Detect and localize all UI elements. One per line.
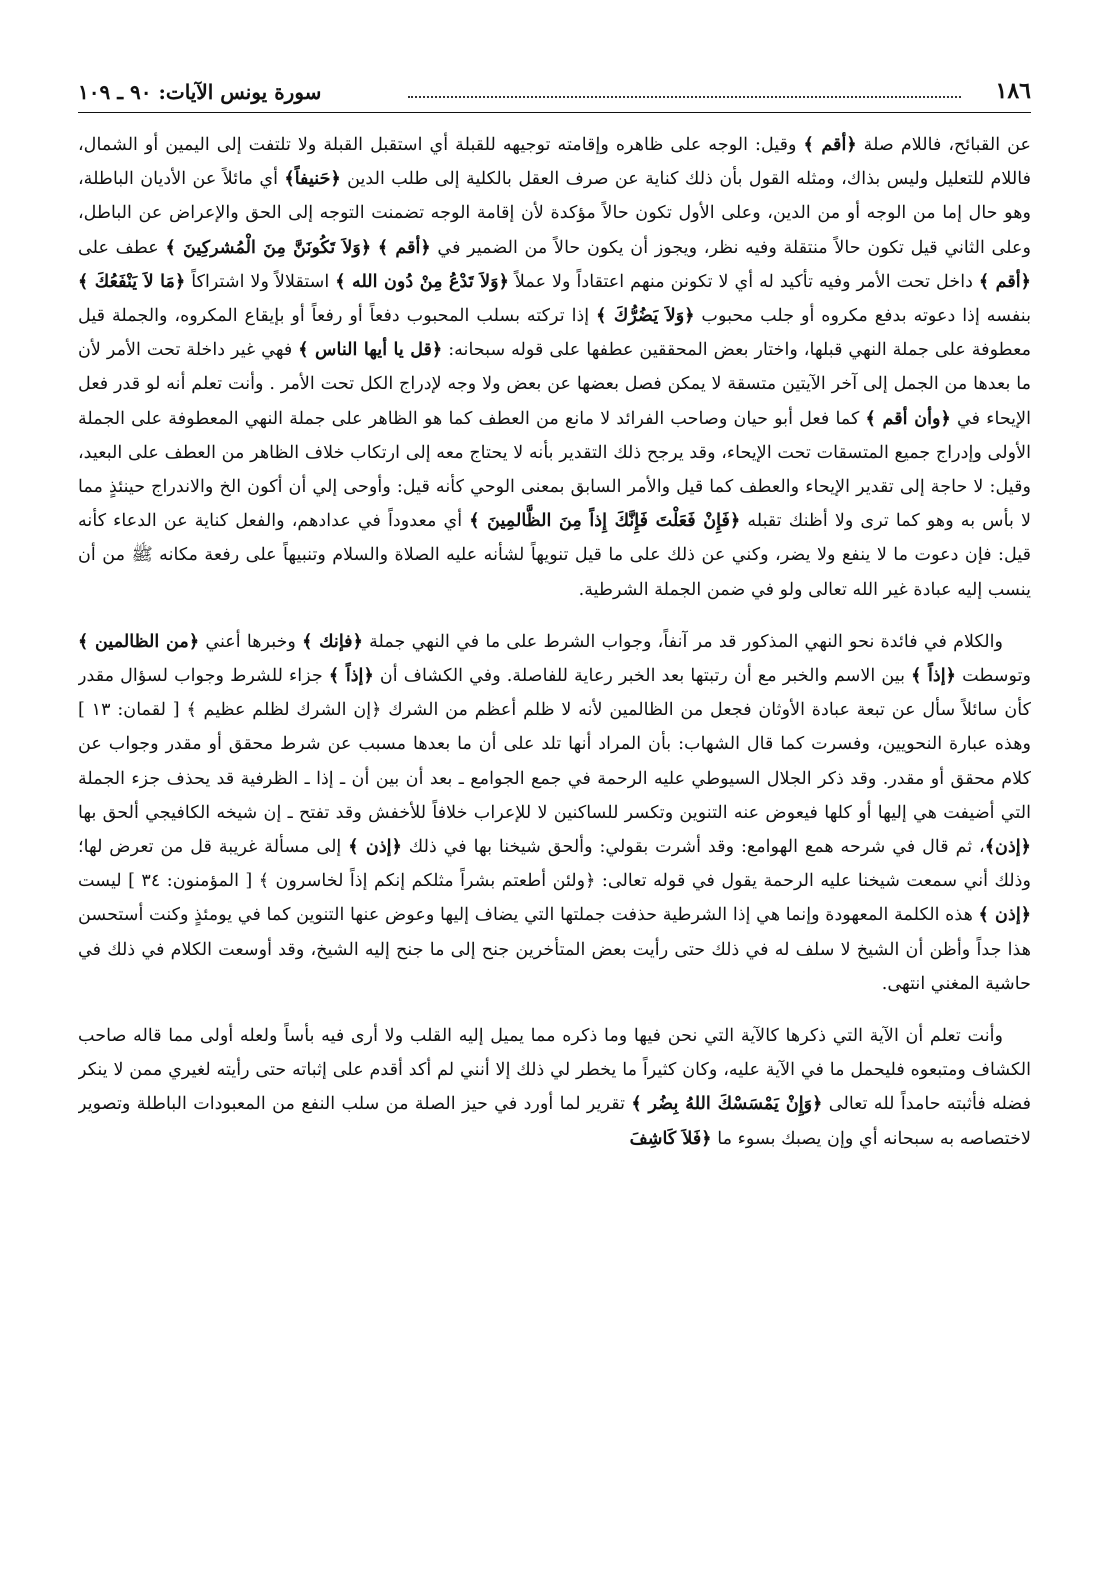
paragraph-text: [ المؤمنون: ٣٤ ] ليست <box>78 871 259 892</box>
quran-quote: ﴿حَنيفاً﴾ <box>284 168 341 190</box>
quran-quote: ﴿وأن أقم ﴾ <box>865 407 951 429</box>
paragraph-text: هذه الكلمة المعهودة وإنما هي إذا الشرطية حذفت جملتها التي يضاف إليها وعوض عنها التنوين كما في يومئذٍ وكنت أستحسن هذا جداً وأظن أن الشيخ لا سلف له في ذلك حتى رأيت بعض المتأخرين جنح إلى ما جنح إليه الشيخ، وقد أوسعت الكلام في ذلك في حاشية المغني انتهى. <box>78 905 1031 994</box>
paragraph-text: [ لقمان: ١٣ ] وهذه عبارة النحويين، وفسرت كما قال الشهاب: بأن المراد أنها تلد على أن ما بعدها مسبب عن شرط محقق أو مقدر وجواب عن كلام محقق أو مقدر. وقد ذكر الجلال السيوطي عليه الرحمة في جمع الجوامع ـ بعد أن بين أن ـ إذا ـ الظرفية قد يحذف جزء الجملة التي أضيفت هي إليها أو كلها فيعوض عنه التنوين وتكسر للساكنين لا للإعراب خلافاً للأخفش وقد تفتح ـ إن شيخه الكافيجي ألحق بها <box>78 700 1031 823</box>
paragraph-text: وتوسطت <box>955 666 1031 687</box>
running-title: سورة يونس الآيات: ٩٠ ـ ١٠٩ <box>78 80 322 104</box>
paragraph-text: جزاء للشرط وجواب لسؤال مقدر كأن سائلاً سأل عن تبعة عبادة الأوثان فجعل من الظالمين لأنه لا ظلم أعظم من الشرك <box>78 666 1031 721</box>
paragraph-text: داخل تحت الأمر وفيه تأكيد له أي لا تكونن منهم اعتقاداً ولا عملاً <box>508 271 979 292</box>
quran-quote: ﴿إذاً ﴾ <box>328 665 374 687</box>
quran-quote: ﴿إذاً ﴾ <box>911 665 956 687</box>
paragraph-text: أي معدوداً في عدادهم، والفعل كناية عن الدعاء كأنه قيل: فإن دعوت ما لا ينفع ولا يضر، وكني عن ذلك على ما قيل تنويهاً لشأنه عليه الصلاة والسلام وتنبيهاً على رفعة مكانه ﷺ من أن ينسب إليه عبادة غير الله تعالى ولو في ضمن الجملة الشرطية. <box>78 511 1031 600</box>
quran-quote: ﴿أقم ﴾ <box>803 134 857 155</box>
paragraph-text: والكلام في فائدة نحو النهي المذكور قد مر آنفاً، وجواب الشرط على ما في النهي جملة <box>362 631 1003 652</box>
quran-quote: ﴿فَلاَ كَاشِفَ <box>629 1127 712 1149</box>
paragraph-text: بنفسه إذا دعوته بدفع مكروه أو جلب محبوب <box>694 306 1031 327</box>
quran-quote: ﴿إذن ﴾ <box>978 904 1031 926</box>
paragraph-text: ، ثم قال في شرحه همع الهوامع: وقد أشرت بقولي: وألحق شيخنا بها في ذلك <box>401 837 985 858</box>
quran-quote: ﴿فَإِنْ فَعَلْتَ فَإِنَّكَ إِذاً مِنَ الظَّالمِينَ ﴾ <box>469 510 741 532</box>
quran-quote: ﴿وَلاَ يَضُرُّكَ ﴾ <box>596 305 695 327</box>
quran-quote: ﴿وَلاَ تَكُونَنَّ مِنَ الْمُشركِينَ ﴾ <box>165 236 372 258</box>
page-number: ١٨٦ <box>995 78 1031 104</box>
paragraph-text: ﴿ولئن أطعتم بشراً مثلكم إنكم إذاً لخاسرون ﴾ <box>258 871 596 892</box>
quran-quote: ﴿إذن ﴾ <box>348 836 402 858</box>
paragraph-text: استقلالاً ولا اشتراكاً <box>185 271 336 292</box>
paragraph-text: تقرير لما أورد في حيز الصلة من سلب النفع من المعبودات الباطلة وتصوير لاختصاصه به سبحانه أي وإن يصبك بسوء ما <box>78 1094 1031 1149</box>
paragraph <box>78 625 1031 1001</box>
paragraph-text: إذا تركته بسلب المحبوب دفعاً أو رفعاً أو بإيقاع المكروه، والجملة قيل معطوفة على جملة النهي قبلها، واختار بعض المحققين عطفها على قوله سبحانه: <box>78 306 1031 361</box>
paragraph-text: إلى مسألة غريبة قل من تعرض لها؛ وذلك أني سمعت شيخنا عليه الرحمة يقول في قوله تعالى: <box>78 837 1031 892</box>
quran-quote: ﴿فإنك ﴾ <box>302 630 363 652</box>
paragraph-text: كما فعل أبو حيان وصاحب الفرائد لا مانع من العطف كما هو الظاهر على جملة النهي المعطوفة على الجملة الأولى وإدراج جميع المتسقات تحت الإيحاء، وقد يرجح ذلك التقدير بأنه لا يحتاج معه إلى ارتكاب خلاف الظاهر من العطف على البعيد، وقيل: لا حاجة إلى تقدير الإيحاء والعطف كما قيل والأمر السابق بمعنى الوحي كأنه قيل: وأوحى إلي أن أكون الخ والاندراج حينئذٍ مما لا بأس به وهو كما ترى ولا أظنك تقبله <box>78 408 1031 532</box>
quran-quote: ﴿مَا لاَ يَنْفَعُكَ ﴾ <box>78 270 186 292</box>
paragraph-text: بين الاسم والخبر مع أن رتبتها بعد الخبر رعاية للفاصلة. وفي الكشاف أن <box>373 666 912 687</box>
quran-quote: ﴿وَإِنْ يَمْسَسْكَ اللهُ بِضُر ﴾ <box>631 1093 823 1115</box>
paragraph-text <box>371 238 378 258</box>
quran-quote: ﴿وَلاَ تَدْعُ مِنْ دُون الله ﴾ <box>335 270 509 292</box>
paragraph-text: وأنت تعلم أن الآية التي ذكرها كالآية التي نحن فيها وما ذكره مما يميل إليه القلب ولا أرى فيه بأساً ولعله أولى مما قاله صاحب الكشاف ومتبعوه فليحمل ما في الآية عليه، وكان كثيراً ما يخطر لي ذلك إلا أنني لم أكد أقدم على إثباته حتى رأيته لغيري ممن لا ينكر فضله فأثبته حامداً لله تعالى <box>78 1026 1031 1115</box>
paragraph <box>78 1019 1031 1156</box>
paragraph-text: وقيل: الوجه على ظاهره وإقامته توجيهه للقبلة أي استقبل القبلة ولا تلتفت إلى اليمين أو الشمال، فاللام للتعليل وليس بذاك، ومثله القول بأن ذلك كناية عن صرف العقل بالكلية إلى طلب الدين <box>78 135 1031 190</box>
header-dot-leader <box>408 96 961 98</box>
page-header <box>78 74 1031 113</box>
quran-quote: ﴿من الظالمين ﴾ <box>78 630 200 652</box>
paragraph-text: أي مائلاً عن الأديان الباطلة، وهو حال إما من الوجه أو من الدين، وعلى الأول تكون حالاً مؤكدة لأن إقامة الوجه تضمنت التوجه إلى الحق والإعراض عن الباطل، وعلى الثاني قيل تكون حالاً منتقلة وفيه نظر، ويجوز أن يكون حالاً من الضمير في <box>78 169 1031 258</box>
paragraph-text: عطف على <box>78 237 166 258</box>
quran-quote: ﴿أقم ﴾ <box>377 236 431 258</box>
paragraph-text: وخبرها أعني <box>199 631 303 652</box>
paragraph-text: عن القبائح، فاللام صلة <box>856 135 1031 155</box>
quran-quote: ﴿إذن﴾ <box>984 836 1031 858</box>
paragraph-text: فهي غير داخلة تحت الأمر لأن ما بعدها من الجمل إلى آخر الآيتين متسقة لا يمكن فصل بعضها عن بعض ولا وجه لإدراج الكل تحت الأمر . وأنت تعلم أنه لو قدر فعل الإيحاء في <box>78 340 1031 429</box>
paragraph <box>78 128 1031 607</box>
paragraph-text: ﴿إن الشرك لظلم عظيم ﴾ <box>186 700 382 721</box>
quran-quote: ﴿قل يا أيها الناس ﴾ <box>298 339 443 361</box>
quran-quote: ﴿أقم ﴾ <box>978 270 1031 292</box>
page-body <box>78 128 1031 1562</box>
